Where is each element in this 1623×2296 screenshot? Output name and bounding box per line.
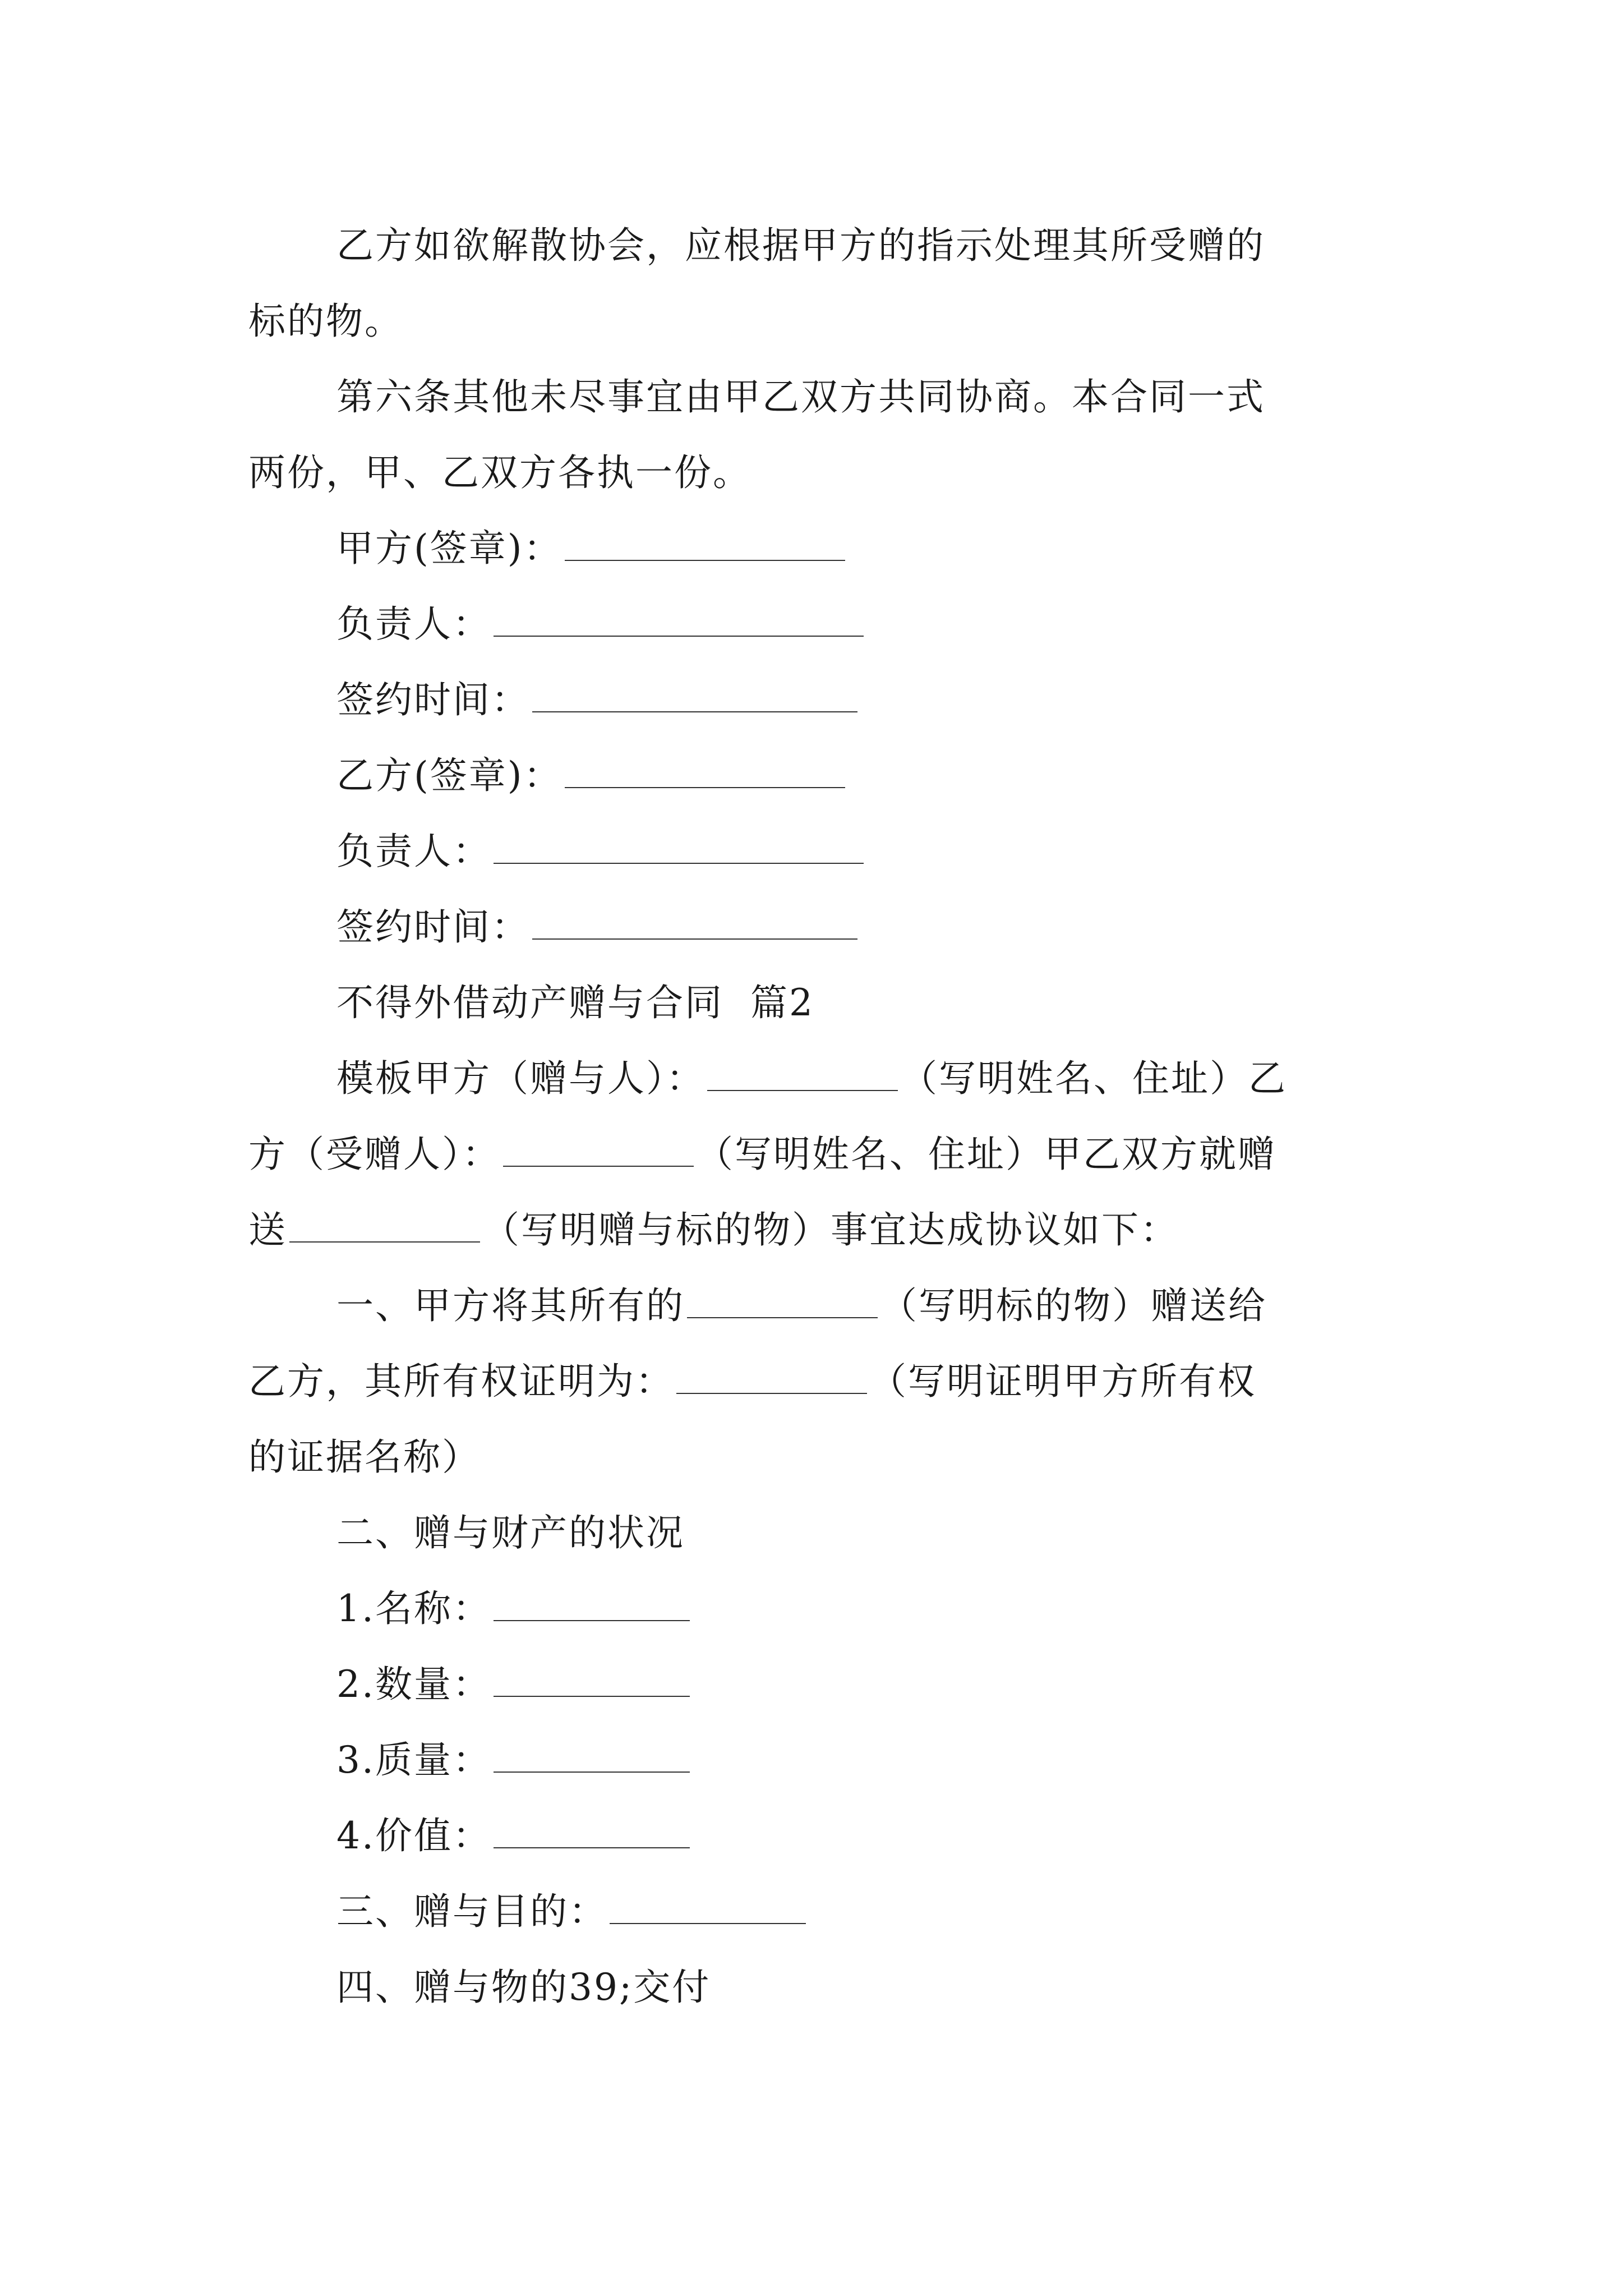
article-six-line-2: 两份，甲、乙双方各执一份。 (248, 451, 751, 494)
gift-note: （写明赠与标的物）事宜达成协议如下： (482, 1208, 1179, 1251)
item-name-blank (494, 1619, 690, 1621)
item-quantity-blank (494, 1695, 690, 1697)
subject-matter-blank (687, 1317, 878, 1318)
party-b-principal-blank (494, 862, 864, 864)
party-a-seal-label: 甲方(签章)： (336, 527, 562, 570)
template-line-1 (336, 1056, 1287, 1101)
party-a-seal-row (336, 526, 847, 571)
donor-note: （写明姓名、住址）乙 (900, 1057, 1287, 1100)
clause-three-label: 三、赠与目的： (336, 1890, 607, 1933)
party-b-date-row (336, 905, 860, 950)
item-quality-label: 3.质量： (336, 1738, 491, 1782)
party-a-principal-label: 负责人： (336, 602, 491, 646)
donee-blank (503, 1165, 694, 1167)
clause-one-line-3: 的证据名称） (248, 1435, 481, 1479)
party-b-principal-label: 负责人： (336, 830, 491, 873)
clause-one-line-2 (248, 1359, 1256, 1404)
party-a-principal-blank (494, 635, 864, 637)
party-b-seal-label: 乙方(签章)： (336, 754, 562, 797)
item-quantity-row (336, 1662, 692, 1707)
donor-label: 模板甲方（赠与人）： (336, 1057, 705, 1100)
item-value-blank (494, 1847, 690, 1848)
clause-two-title: 二、赠与财产的状况 (336, 1511, 685, 1554)
clause-one-note: （写明标的物）赠送给 (880, 1284, 1267, 1327)
party-a-date-label: 签约时间： (336, 678, 530, 721)
paragraph-dissolution-line-2: 标的物。 (248, 300, 403, 343)
section-title: 不得外借动产赠与合同 篇2 (336, 981, 814, 1024)
item-name-label: 1.名称： (336, 1587, 491, 1630)
party-a-seal-blank (565, 559, 845, 561)
article-six-line-1: 第六条其他未尽事宜由甲乙双方共同协商。本合同一式 (336, 375, 1265, 418)
clause-one-label: 一、甲方将其所有的 (336, 1284, 685, 1327)
clause-three-row (336, 1889, 808, 1934)
party-b-seal-row (336, 753, 847, 798)
item-quality-blank (494, 1771, 690, 1773)
gift-label: 送 (248, 1208, 287, 1251)
ownership-blank (676, 1392, 867, 1394)
party-b-date-blank (532, 938, 857, 940)
party-b-principal-row (336, 829, 866, 874)
paragraph-dissolution-line-1: 乙方如欲解散协会，应根据甲方的指示处理其所受赠的 (336, 224, 1265, 267)
purpose-blank (610, 1922, 806, 1924)
party-b-date-label: 签约时间： (336, 905, 530, 949)
item-value-row (336, 1814, 692, 1858)
party-a-principal-row (336, 602, 866, 647)
party-b-seal-blank (565, 786, 845, 788)
item-quality-row (336, 1738, 692, 1783)
item-name-row (336, 1586, 692, 1631)
clause-four-title: 四、赠与物的39;交付 (336, 1966, 711, 2009)
donee-note: （写明姓名、住址）甲乙双方就赠 (696, 1133, 1276, 1176)
ownership-note: （写明证明甲方所有权 (869, 1360, 1256, 1403)
template-line-2 (248, 1132, 1276, 1177)
item-quantity-label: 2.数量： (336, 1663, 491, 1706)
donor-blank (707, 1089, 898, 1091)
item-value-label: 4.价值： (336, 1814, 491, 1857)
gift-blank (289, 1241, 480, 1243)
ownership-label: 乙方，其所有权证明为： (248, 1360, 674, 1403)
template-line-3 (248, 1208, 1179, 1253)
party-a-date-blank (532, 711, 857, 712)
donee-label: 方（受赠人）： (248, 1133, 501, 1176)
party-a-date-row (336, 678, 860, 723)
clause-one-line-1 (336, 1283, 1267, 1328)
